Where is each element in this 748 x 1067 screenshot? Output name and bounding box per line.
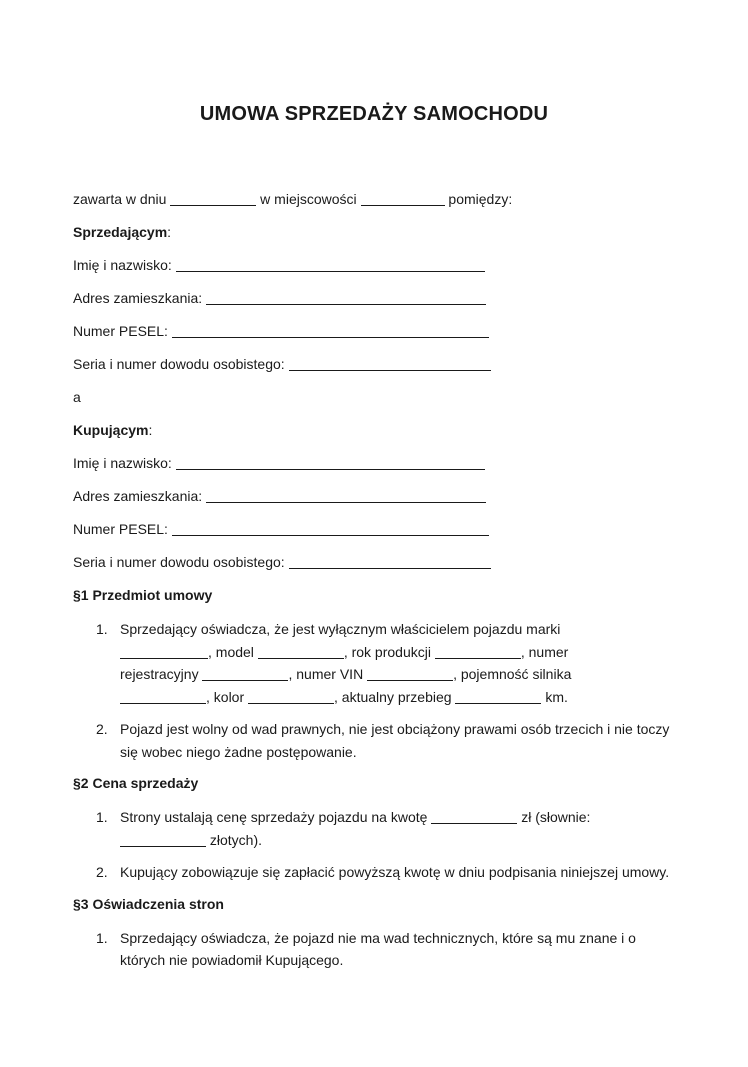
color-label: , kolor	[206, 688, 245, 705]
item-number: 2.	[96, 864, 108, 880]
section3-heading: §3 Oświadczenia stron	[73, 895, 224, 912]
date-blank	[170, 191, 256, 206]
list-item	[73, 927, 673, 972]
model-blank	[258, 644, 344, 659]
registration-label-cont: rejestracyjny	[120, 666, 199, 682]
seller-label: Sprzedającym	[73, 224, 168, 240]
seller-id-row	[73, 354, 673, 387]
price-blank	[431, 809, 517, 824]
engine-blank	[120, 689, 206, 704]
price-words-blank	[120, 832, 206, 847]
buyer-address-row	[73, 486, 673, 519]
buyer-id-blank	[289, 554, 491, 569]
currency-label: zł (słownie:	[521, 809, 591, 825]
buyer-id-row	[73, 552, 673, 585]
seller-pesel-row	[73, 321, 673, 354]
vin-blank	[367, 666, 453, 681]
intro-line	[73, 189, 673, 222]
list-item	[73, 806, 673, 851]
item-number: 1.	[96, 929, 108, 946]
model-label: , model	[208, 643, 254, 660]
buyer-name-label: Imię i nazwisko:	[73, 455, 172, 471]
item-text: Pojazd jest wolny od wad prawnych, nie jest obciążony prawami osób trzecich i nie toczy się wobec niego żadne postępowanie.	[120, 721, 670, 760]
item-text: Strony ustalają cenę sprzedaży pojazdu na kwotę	[120, 809, 428, 825]
seller-name-label: Imię i nazwisko:	[73, 257, 172, 273]
zloty-label: złotych).	[209, 831, 263, 848]
engine-label: , pojemność silnika	[453, 666, 572, 682]
buyer-address-blank	[206, 488, 486, 503]
year-blank	[435, 644, 521, 659]
intro-between-label: pomiędzy:	[448, 191, 513, 207]
color-blank	[248, 689, 334, 704]
registration-label: , numer	[520, 643, 569, 660]
year-label: , rok produkcji	[343, 643, 431, 660]
section1-list	[73, 618, 673, 763]
seller-name-blank	[176, 257, 485, 272]
item-text: Kupujący zobowiązuje się zapłacić powyższą kwotę w dniu podpisania niniejszej umowy.	[120, 864, 670, 880]
seller-colon: :	[167, 224, 172, 240]
section1-heading: §1 Przedmiot umowy	[73, 587, 213, 603]
item-text: Sprzedający oświadcza, że jest wyłącznym właścicielem pojazdu marki	[120, 621, 561, 637]
buyer-address-label: Adres zamieszkania:	[73, 488, 203, 504]
conjunction: a	[73, 389, 81, 405]
seller-heading	[73, 222, 673, 255]
buyer-colon: :	[148, 422, 153, 438]
list-item	[73, 618, 673, 708]
seller-pesel-label: Numer PESEL:	[73, 323, 168, 339]
buyer-pesel-row	[73, 519, 673, 552]
buyer-pesel-blank	[172, 521, 489, 536]
mileage-blank	[455, 689, 541, 704]
seller-address-blank	[206, 290, 486, 305]
buyer-heading	[73, 420, 673, 453]
vin-label: , numer VIN	[288, 666, 364, 682]
item-number: 2.	[96, 721, 108, 737]
seller-id-label: Seria i numer dowodu osobistego:	[73, 356, 285, 372]
list-item	[73, 861, 673, 884]
buyer-name-blank	[176, 455, 485, 470]
seller-address-label: Adres zamieszkania:	[73, 290, 203, 306]
buyer-id-label: Seria i numer dowodu osobistego:	[73, 554, 285, 570]
item-text: Sprzedający oświadcza, że pojazd nie ma wad technicznych, które są mu znane i o których nie powiadomił Kupującego.	[120, 929, 636, 968]
intro-date-label: zawarta w dniu	[73, 191, 167, 207]
list-item	[73, 718, 673, 763]
make-blank	[120, 644, 208, 659]
document-body	[73, 189, 673, 972]
section2-heading: §2 Cena sprzedaży	[73, 775, 199, 791]
section2-list	[73, 806, 673, 884]
seller-pesel-blank	[172, 323, 489, 338]
item-number: 1.	[96, 621, 108, 637]
registration-blank	[202, 666, 288, 681]
place-blank	[361, 191, 445, 206]
document-title: UMOWA SPRZEDAŻY SAMOCHODU	[199, 103, 549, 125]
buyer-label: Kupującym	[73, 422, 149, 438]
km-label: km.	[545, 688, 568, 705]
item-number: 1.	[96, 809, 108, 825]
buyer-pesel-label: Numer PESEL:	[73, 521, 168, 537]
mileage-label: , aktualny przebieg	[334, 688, 452, 705]
buyer-name-row	[73, 453, 673, 486]
seller-address-row	[73, 288, 673, 321]
intro-place-label: w miejscowości	[260, 191, 357, 207]
section3-list	[73, 927, 673, 972]
seller-id-blank	[289, 356, 491, 371]
seller-name-row	[73, 255, 673, 288]
